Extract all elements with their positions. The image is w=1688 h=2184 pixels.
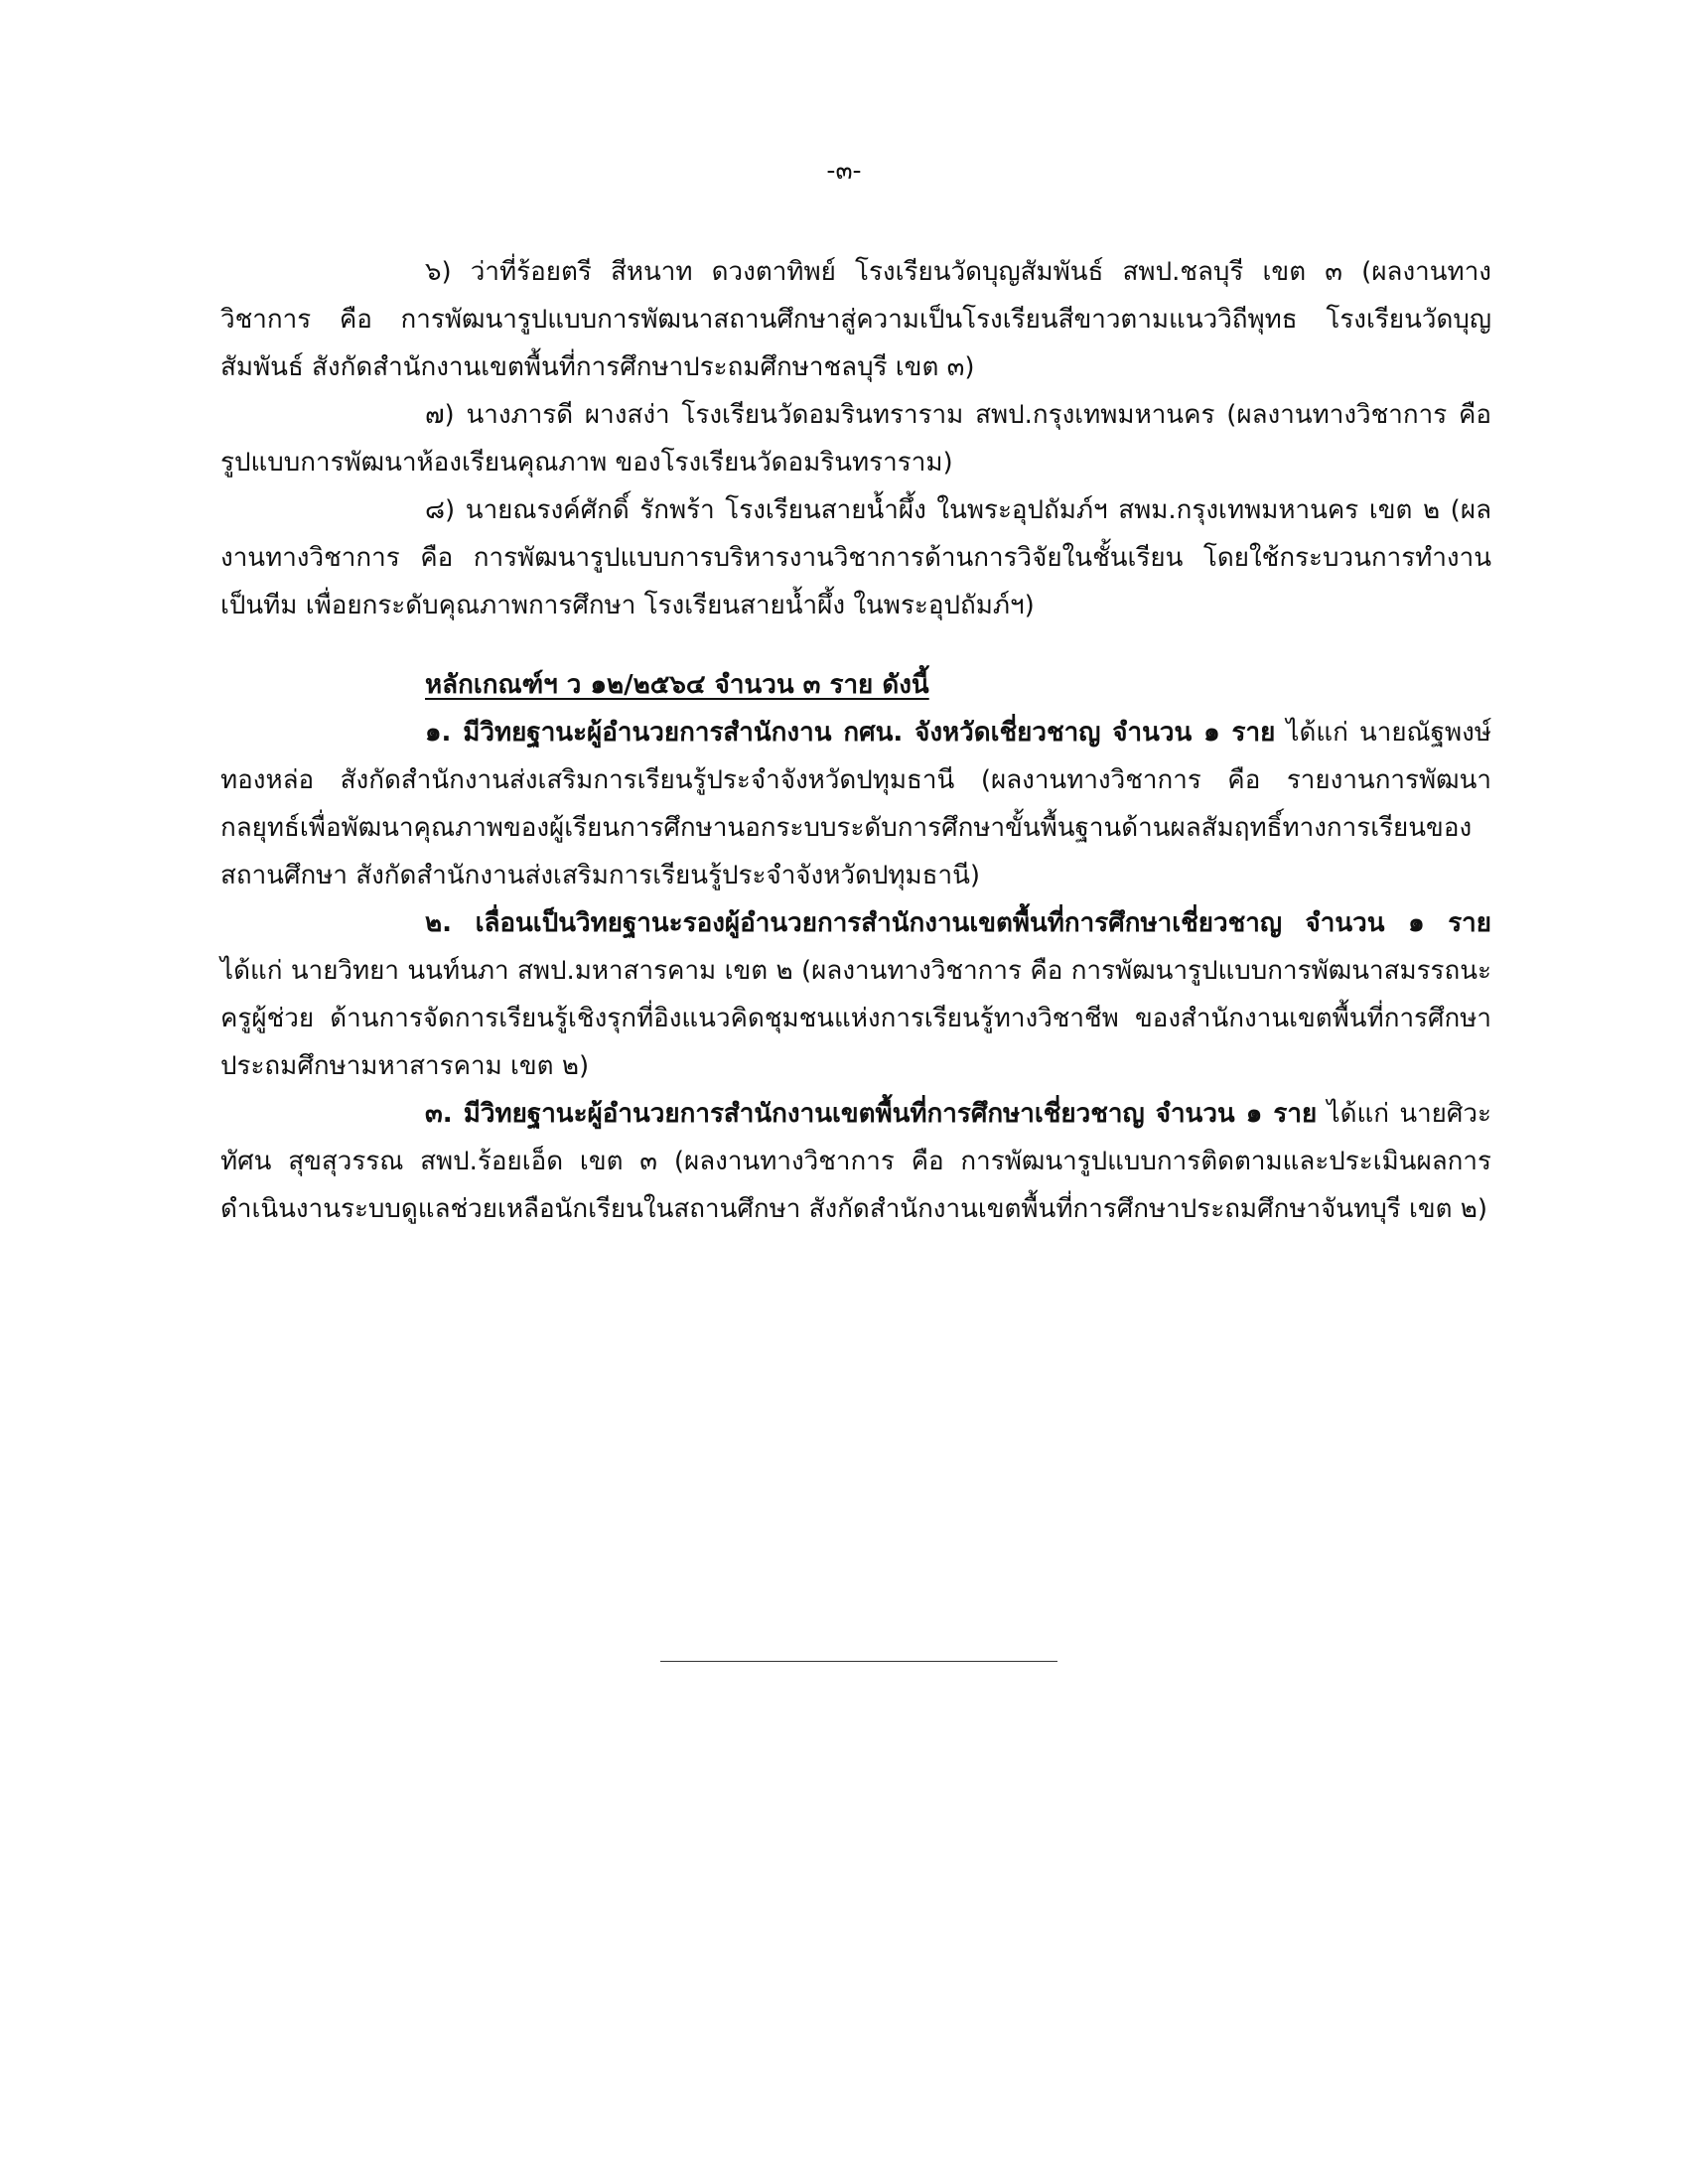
section-entry-2-title: ๒. เลื่อนเป็นวิทยฐานะรองผู้อำนวยการสำนักงานเขตพื้นที่การศึกษาเชี่ยวชาญ จำนวน ๑ ราย [425,908,1491,938]
list-item-8: ๘) นายณรงค์ศักดิ์ รักพร้า โรงเรียนสายน้ำผึ้ง ในพระอุปถัมภ์ฯ สพม.กรุงเทพมหานคร เขต ๒ (ผลงานทางวิชาการ คือ การพัฒนารูปแบบการบริหารงานวิชาการด้านการวิจัยในชั้นเรียน โดยใช้กระบวนการทำงานเป็นทีม เพื่อยกระดับคุณภาพการศึกษา โรงเรียนสายน้ำผึ้ง ในพระอุปถัมภ์ฯ) [220,495,1491,620]
section-entry-3-text: ได้แก่ นายศิวะทัศน สุขสุวรรณ สพป.ร้อยเอ็ด เขต ๓ (ผลงานทางวิชาการ คือ การพัฒนารูปแบบการติดตามและประเมินผลการดำเนินงานระบบดูแลช่วยเหลือนักเรียนในสถานศึกษา สังกัดสำนักงานเขตพื้นที่การศึกษาประถมศึกษาจันทบุรี เขต ๒) [220,1099,1491,1224]
section-entry-1 [220,709,1491,899]
section-entry-3 [220,1090,1491,1233]
list-item-6: ๖) ว่าที่ร้อยตรี สีหนาท ดวงตาทิพย์ โรงเรียนวัดบุญสัมพันธ์ สพป.ชลบุรี เขต ๓ (ผลงานทางวิชาการ คือ การพัฒนารูปแบบการพัฒนาสถานศึกษาสู่ความเป็นโรงเรียนสีขาวตามแนววิถีพุทธ โรงเรียนวัดบุญสัมพันธ์ สังกัดสำนักงานเขตพื้นที่การศึกษาประถมศึกษาชลบุรี เขต ๓) [220,257,1491,382]
list-item-7: ๗) นางภารดี ผางสง่า โรงเรียนวัดอมรินทราราม สพป.กรุงเทพมหานคร (ผลงานทางวิชาการ คือ รูปแบบการพัฒนาห้องเรียนคุณภาพ ของโรงเรียนวัดอมรินทราราม) [220,400,1491,478]
section-entry-1-text: ได้แก่ นายณัฐพงษ์ ทองหล่อ สังกัดสำนักงานส่งเสริมการเรียนรู้ประจำจังหวัดปทุมธานี (ผลงานทางวิชาการ คือ รายงานการพัฒนากลยุทธ์เพื่อพัฒนาคุณภาพของผู้เรียนการศึกษานอกระบบระดับการศึกษาขั้นพื้นฐานด้านผลสัมฤทธิ์ทางการเรียนของสถานศึกษา สังกัดสำนักงานส่งเสริมการเรียนรู้ประจำจังหวัดปทุมธานี) [220,718,1491,890]
section-entry-1-title: ๑. มีวิทยฐานะผู้อำนวยการสำนักงาน กศน. จังหวัดเชี่ยวชาญ จำนวน ๑ ราย [425,718,1276,748]
page-number: -๓- [826,156,862,185]
document-body [220,248,1491,1233]
section-entry-2-text: ได้แก่ นายวิทยา นนท์นภา สพป.มหาสารคาม เขต ๒ (ผลงานทางวิชาการ คือ การพัฒนารูปแบบการพัฒนาสมรรถนะครูผู้ช่วย ด้านการจัดการเรียนรู้เชิงรุกที่อิงแนวคิดชุมชนแห่งการเรียนรู้ทางวิชาชีพ ของสำนักงานเขตพื้นที่การศึกษาประถมศึกษามหาสารคาม เขต ๒) [220,956,1491,1081]
section-entry-3-title: ๓. มีวิทยฐานะผู้อำนวยการสำนักงานเขตพื้นที่การศึกษาเชี่ยวชาญ จำนวน ๑ ราย [425,1099,1318,1129]
section-heading: หลักเกณฑ์ฯ ว ๑๒/๒๕๖๔ จำนวน ๓ ราย ดังนี้ [425,670,929,700]
end-of-document-rule [660,1661,1057,1662]
section-entry-2 [220,899,1491,1090]
